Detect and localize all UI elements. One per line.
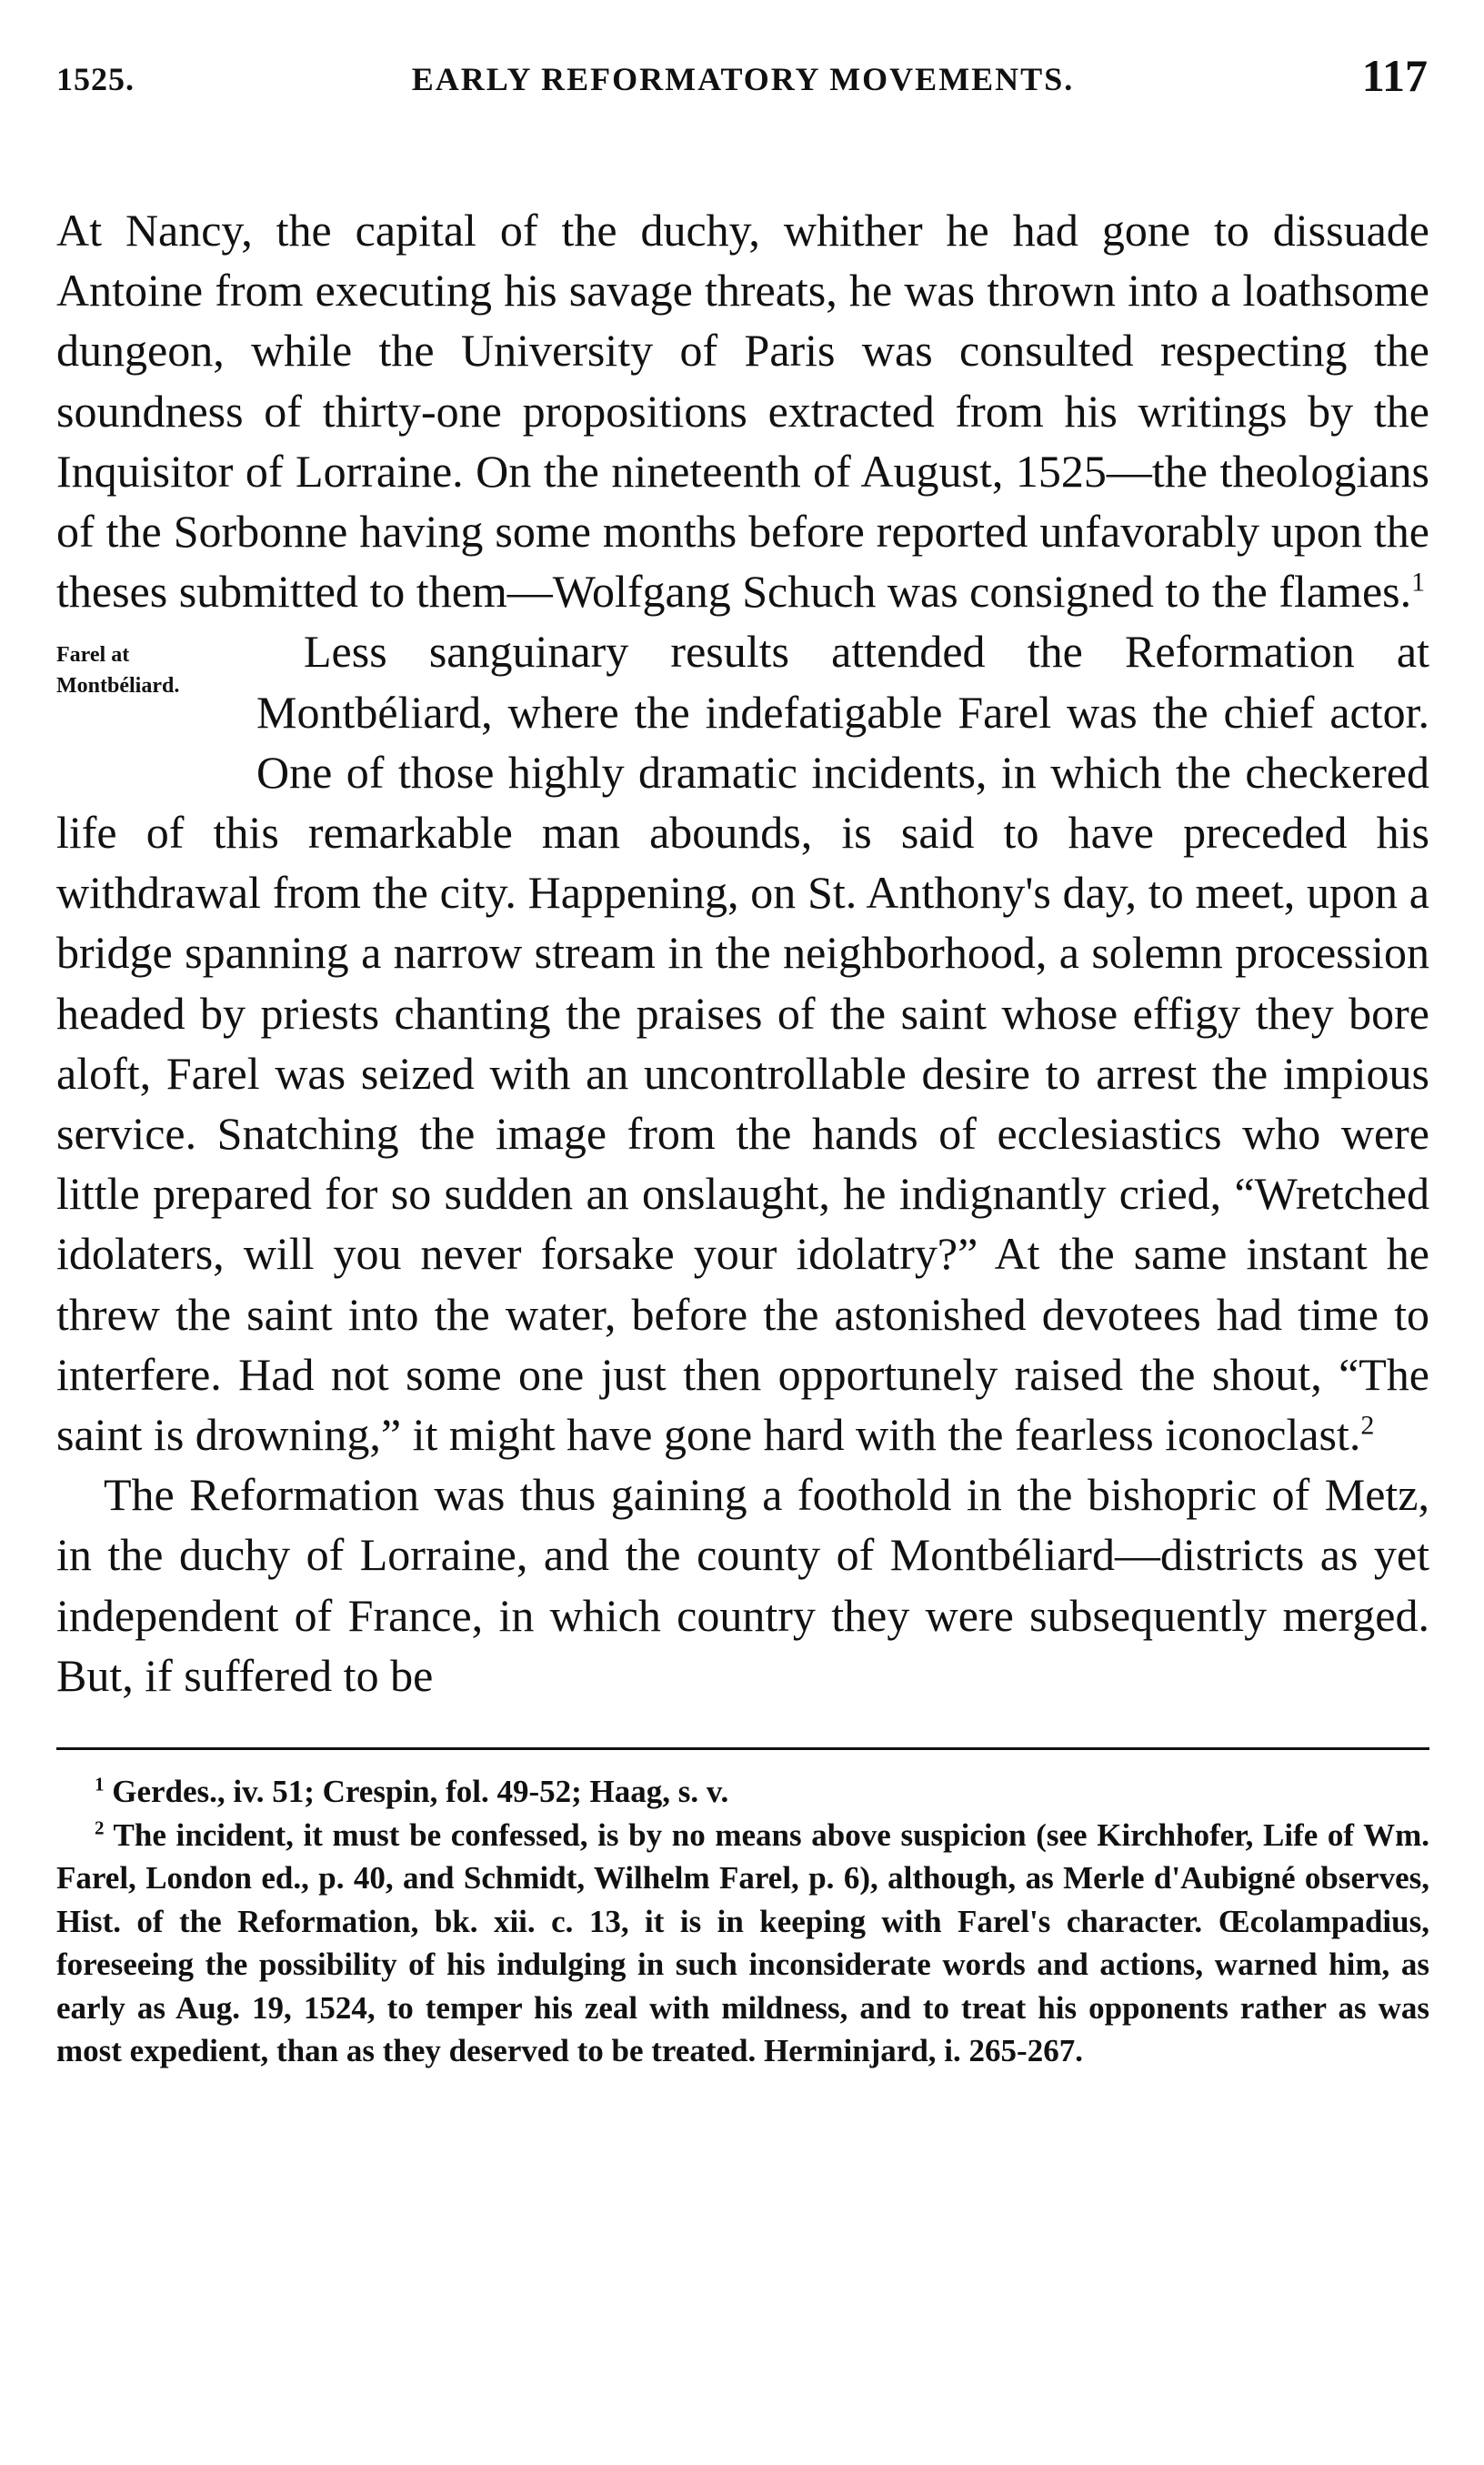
footnote-divider <box>56 1747 1429 1750</box>
footnote-1-text: Gerdes., iv. 51; Crespin, fol. 49-52; Haag, s. v. <box>112 1774 729 1810</box>
paragraph-2-text: Less sanguinary results attended the Reformation at Montbéliard, where the indefatigable Farel was the chief actor. One of those highly dramatic incidents, in which the checkered life of this remarkable man abounds, is said to have preceded his withdrawal from the city. Happening, on St. Anthony's day, to meet, upon a bridge spanning a narrow stream in the neighborhood, a solemn procession headed by priests chanting the praises of the saint whose effigy they bore aloft, Farel was seized with an uncontrollable desire to arrest the impious service. Snatching the image from the hands of ecclesiastics who were little prepared for so sudden an onslaught, he indignantly cried, “Wretched idolaters, will you never forsake your idolatry?” At the same instant he threw the saint into the water, before the astonished devotees had time to interfere. Had not some one just then opportunely raised the shout, “The saint is drowning,” it might have gone hard with the fearless iconoclast. <box>56 626 1429 1461</box>
footnote-1-mark: 1 <box>95 1773 105 1796</box>
header-year: 1525. <box>56 61 135 97</box>
main-text <box>56 200 1429 1705</box>
running-header <box>56 45 1429 120</box>
paragraph-1-text: At Nancy, the capital of the duchy, whither he had gone to dissuade Antoine from executing his savage threats, he was thrown into a loathsome dungeon, while the University of Paris was consulted respecting the soundness of thirty-one propositions extracted from his writings by the Inquisitor of Lorraine. On the nineteenth of August, 1525—the theologians of the Sorbonne having some months before reported unfavorably upon the theses submitted to them—Wolfgang Schuch was consigned to the flames. <box>56 205 1429 618</box>
paragraph-2 <box>56 621 1429 1464</box>
page-number: 117 <box>1361 50 1428 101</box>
margin-note <box>56 639 247 749</box>
header-title: EARLY REFORMATORY MOVEMENTS. <box>411 61 1075 97</box>
footnote-2 <box>56 1814 1429 2073</box>
paragraph-3 <box>56 1464 1429 1705</box>
footnotes <box>56 1770 1429 2073</box>
margin-note-line-1: Farel at <box>56 643 130 668</box>
paragraph-3-text: The Reformation was thus gaining a foothold in the bishopric of Metz, in the duchy of Lorraine, and the county of Montbéliard—districts as yet independent of France, in which country they were subsequently merged. But, if suffered to be <box>56 1469 1429 1701</box>
footnote-ref-1: 1 <box>1411 567 1426 598</box>
footnote-1 <box>56 1770 1429 1814</box>
footnote-2-text: The incident, it must be confessed, is by no means above suspicion (see Kirchhofer, Life of Wm. Farel, London ed., p. 40, and Schmidt, Wilhelm Farel, p. 6), although, as Merle d'Aubigné observes, Hist. of the Reformation, bk. xii. c. 13, it is in keeping with Farel's character. Œcolampadius, foreseeing the possibility of his indulging in such inconsiderate words and actions, warned him, as early as Aug. 19, 1524, to temper his zeal with mildness, and to treat his opponents rather as was most expedient, than as they deserved to be treated. Herminjard, i. 265-267. <box>56 1816 1429 2069</box>
footnote-2-mark: 2 <box>95 1816 105 1838</box>
footnote-ref-2: 2 <box>1360 1410 1375 1441</box>
book-page <box>56 45 1429 2073</box>
margin-note-line-2: Montbéliard. <box>56 674 180 699</box>
paragraph-1 <box>56 200 1429 621</box>
